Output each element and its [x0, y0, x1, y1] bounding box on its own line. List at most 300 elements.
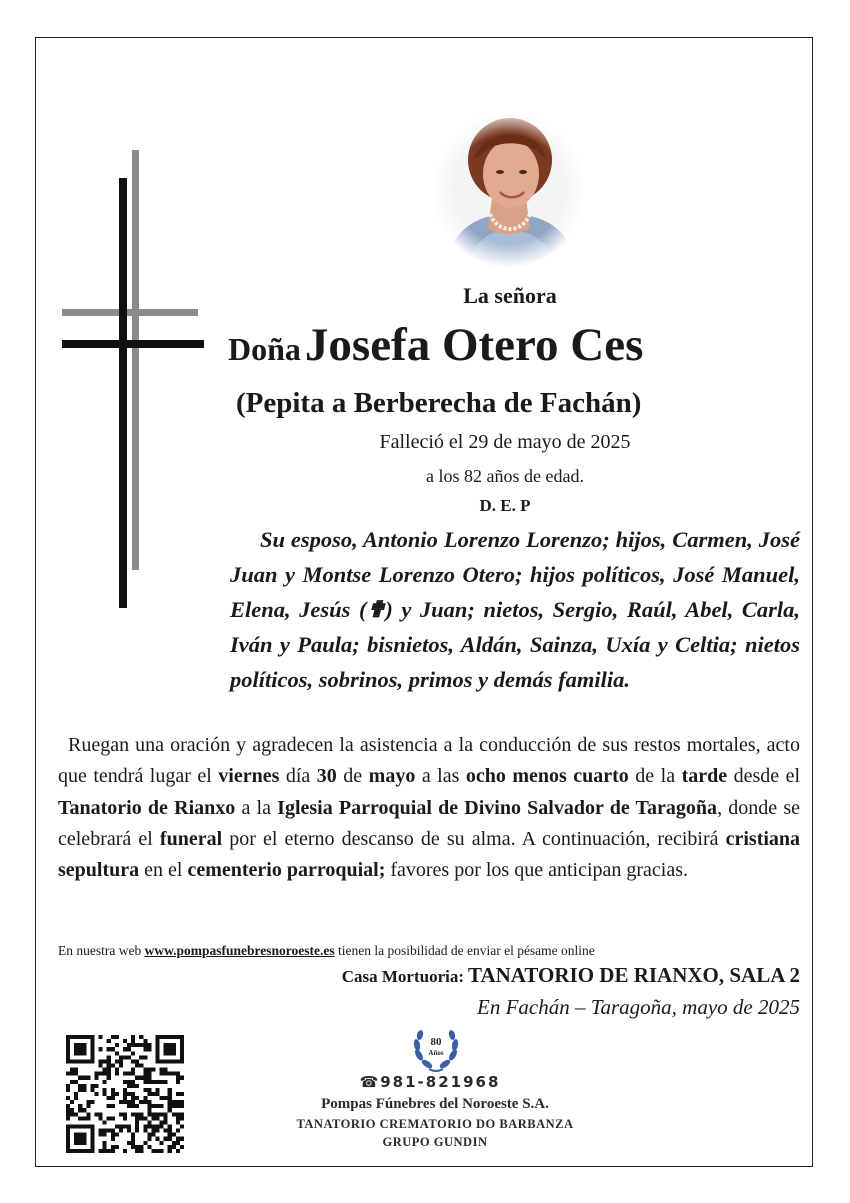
- qr-module: [147, 1068, 151, 1072]
- qr-module: [168, 1092, 172, 1096]
- qr-module: [180, 1076, 184, 1080]
- qr-module: [107, 1047, 111, 1051]
- qr-module: [135, 1112, 139, 1116]
- qr-module: [147, 1120, 151, 1124]
- qr-module: [103, 1088, 107, 1092]
- qr-module: [103, 1072, 107, 1076]
- qr-module: [66, 1059, 70, 1063]
- qr-module: [135, 1084, 139, 1088]
- qr-module: [147, 1112, 151, 1116]
- qr-module: [135, 1145, 139, 1149]
- qr-module: [119, 1100, 123, 1104]
- qr-module: [143, 1100, 147, 1104]
- full-name: Josefa Otero Ces: [304, 319, 644, 371]
- qr-module: [172, 1043, 176, 1047]
- qr-module: [74, 1149, 78, 1153]
- qr-module: [168, 1043, 172, 1047]
- qr-module: [156, 1043, 160, 1047]
- qr-module: [99, 1116, 103, 1120]
- qr-module: [103, 1092, 107, 1096]
- qr-module: [131, 1051, 135, 1055]
- qr-module: [176, 1076, 180, 1080]
- qr-module: [135, 1149, 139, 1153]
- qr-module: [139, 1112, 143, 1116]
- qr-module: [180, 1100, 184, 1104]
- qr-module: [135, 1043, 139, 1047]
- qr-module: [176, 1100, 180, 1104]
- qr-module: [66, 1108, 70, 1112]
- qr-module: [131, 1043, 135, 1047]
- qr-module: [103, 1120, 107, 1124]
- qr-module: [90, 1043, 94, 1047]
- qr-module: [123, 1096, 127, 1100]
- qr-module: [70, 1112, 74, 1116]
- qr-module: [86, 1076, 90, 1080]
- qr-module: [151, 1112, 155, 1116]
- qr-module: [127, 1084, 131, 1088]
- qr-module: [99, 1047, 103, 1051]
- qr-module: [86, 1100, 90, 1104]
- website-link[interactable]: www.pompasfunebresnoroeste.es: [144, 943, 335, 958]
- age-line: a los 82 años de edad.: [426, 466, 584, 486]
- qr-module: [74, 1072, 78, 1076]
- qr-module: [131, 1141, 135, 1145]
- tanatorio-name: TANATORIO CREMATORIO DO BARBANZA: [296, 1117, 574, 1131]
- badge-text: Años: [428, 1049, 444, 1057]
- qr-module: [107, 1059, 111, 1063]
- qr-module: [66, 1084, 70, 1088]
- qr-module: [156, 1149, 160, 1153]
- qr-module: [172, 1047, 176, 1051]
- qr-module: [156, 1035, 160, 1039]
- qr-module: [70, 1035, 74, 1039]
- qr-module: [90, 1051, 94, 1055]
- qr-module: [180, 1055, 184, 1059]
- ceremony-text: de: [343, 765, 363, 788]
- qr-module: [127, 1100, 131, 1104]
- qr-module: [176, 1149, 180, 1153]
- qr-module: [147, 1104, 151, 1108]
- qr-module: [74, 1059, 78, 1063]
- qr-module: [143, 1068, 147, 1072]
- badge-number: 80: [430, 1036, 442, 1048]
- qr-module: [156, 1055, 160, 1059]
- qr-module: [94, 1072, 98, 1076]
- qr-module: [66, 1145, 70, 1149]
- qr-module: [160, 1141, 164, 1145]
- qr-module: [78, 1059, 82, 1063]
- qr-module: [139, 1076, 143, 1080]
- qr-module: [66, 1137, 70, 1141]
- qr-module: [103, 1141, 107, 1145]
- qr-module: [66, 1133, 70, 1137]
- qr-module: [74, 1133, 78, 1137]
- qr-module: [172, 1059, 176, 1063]
- qr-module: [131, 1068, 135, 1072]
- qr-module: [123, 1072, 127, 1076]
- deceased-name: [228, 318, 788, 372]
- ceremony-text: , donde se celebrará el: [58, 796, 801, 850]
- qr-module: [82, 1084, 86, 1088]
- qr-module: [168, 1051, 172, 1055]
- ceremony-paragraph: [58, 730, 800, 886]
- qr-module: [176, 1080, 180, 1084]
- qr-module: [66, 1051, 70, 1055]
- qr-module: [107, 1129, 111, 1133]
- qr-module: [78, 1116, 82, 1120]
- qr-module: [160, 1149, 164, 1153]
- qr-module: [143, 1080, 147, 1084]
- qr-module: [172, 1141, 176, 1145]
- qr-module: [164, 1120, 168, 1124]
- qr-module: [160, 1112, 164, 1116]
- qr-module: [66, 1039, 70, 1043]
- ceremony-funeral: funeral: [159, 827, 223, 850]
- qr-module: [147, 1080, 151, 1084]
- qr-module: [131, 1145, 135, 1149]
- qr-module: [131, 1112, 135, 1116]
- qr-module: [115, 1059, 119, 1063]
- qr-module: [180, 1125, 184, 1129]
- qr-module: [180, 1145, 184, 1149]
- qr-module: [107, 1096, 111, 1100]
- qr-module: [94, 1084, 98, 1088]
- dep-text: D. E. P: [479, 496, 531, 515]
- qr-module: [151, 1149, 155, 1153]
- ceremony-text: a la: [241, 796, 271, 819]
- qr-module: [176, 1072, 180, 1076]
- qr-module: [172, 1145, 176, 1149]
- qr-module: [168, 1129, 172, 1133]
- qr-module: [151, 1133, 155, 1137]
- qr-module: [66, 1129, 70, 1133]
- qr-module: [66, 1112, 70, 1116]
- qr-module: [168, 1100, 172, 1104]
- qr-module: [176, 1112, 180, 1116]
- qr-module: [168, 1088, 172, 1092]
- qr-module: [66, 1043, 70, 1047]
- qr-module: [86, 1112, 90, 1116]
- qr-module: [115, 1133, 119, 1137]
- ceremony-cemetery: cementerio parroquial;: [187, 859, 386, 882]
- qr-module: [78, 1035, 82, 1039]
- ceremony-day: viernes: [218, 765, 280, 788]
- qr-module: [111, 1096, 115, 1100]
- qr-module: [66, 1125, 70, 1129]
- qr-module: [78, 1133, 82, 1137]
- qr-module: [143, 1043, 147, 1047]
- qr-module: [115, 1068, 119, 1072]
- qr-module: [180, 1047, 184, 1051]
- qr-module: [168, 1108, 172, 1112]
- qr-module: [74, 1047, 78, 1051]
- qr-module: [131, 1035, 135, 1039]
- qr-module: [82, 1149, 86, 1153]
- qr-module: [135, 1116, 139, 1120]
- qr-module: [176, 1059, 180, 1063]
- ceremony-text: día: [285, 765, 311, 788]
- qr-module: [107, 1076, 111, 1080]
- qr-module: [123, 1088, 127, 1092]
- qr-module: [119, 1125, 123, 1129]
- qr-module: [131, 1092, 135, 1096]
- qr-module: [82, 1137, 86, 1141]
- qr-module: [111, 1047, 115, 1051]
- qr-module: [123, 1100, 127, 1104]
- ceremony-origin: Tanatorio de Rianxo: [58, 796, 236, 819]
- cross-grey-horizontal: [62, 309, 198, 316]
- web-suffix: tienen la posibilidad de enviar el pésame online: [338, 943, 595, 958]
- qr-module: [164, 1059, 168, 1063]
- qr-module: [180, 1039, 184, 1043]
- qr-module: [180, 1043, 184, 1047]
- qr-module: [135, 1120, 139, 1124]
- qr-module: [156, 1088, 160, 1092]
- qr-module: [160, 1125, 164, 1129]
- qr-module: [147, 1145, 151, 1149]
- qr-module: [82, 1043, 86, 1047]
- qr-module: [143, 1129, 147, 1133]
- qr-module: [70, 1149, 74, 1153]
- qr-module: [180, 1059, 184, 1063]
- qr-module: [66, 1035, 70, 1039]
- qr-module: [119, 1112, 123, 1116]
- qr-module: [74, 1035, 78, 1039]
- qr-module: [127, 1129, 131, 1133]
- qr-module: [107, 1104, 111, 1108]
- qr-module: [70, 1100, 74, 1104]
- qr-module: [78, 1051, 82, 1055]
- qr-module: [131, 1100, 135, 1104]
- ceremony-text: de la: [635, 765, 676, 788]
- qr-module: [78, 1076, 82, 1080]
- qr-module: [176, 1141, 180, 1145]
- qr-module: [99, 1129, 103, 1133]
- qr-module: [135, 1129, 139, 1133]
- qr-module: [168, 1133, 172, 1137]
- qr-module: [139, 1043, 143, 1047]
- qr-module: [70, 1072, 74, 1076]
- qr-module: [139, 1145, 143, 1149]
- phone-text: 981-821968: [380, 1073, 501, 1091]
- qr-module: [160, 1104, 164, 1108]
- qr-module: [164, 1035, 168, 1039]
- qr-module: [135, 1076, 139, 1080]
- qr-module: [164, 1096, 168, 1100]
- qr-module: [111, 1137, 115, 1141]
- qr-module: [90, 1129, 94, 1133]
- qr-module: [180, 1112, 184, 1116]
- qr-module: [86, 1104, 90, 1108]
- qr-module: [164, 1072, 168, 1076]
- qr-module: [156, 1047, 160, 1051]
- qr-module: [86, 1125, 90, 1129]
- qr-module: [147, 1133, 151, 1137]
- qr-module: [131, 1080, 135, 1084]
- qr-module: [164, 1116, 168, 1120]
- qr-module: [111, 1063, 115, 1067]
- qr-module: [90, 1149, 94, 1153]
- qr-module: [135, 1104, 139, 1108]
- qr-module: [168, 1096, 172, 1100]
- nickname: (Pepita a Berberecha de Fachán): [236, 387, 642, 419]
- qr-module: [164, 1137, 168, 1141]
- qr-module: [123, 1047, 127, 1051]
- qr-module: [82, 1051, 86, 1055]
- qr-module: [172, 1100, 176, 1104]
- qr-module: [131, 1096, 135, 1100]
- qr-module: [156, 1112, 160, 1116]
- title-prefix: Doña: [228, 331, 301, 367]
- qr-module: [180, 1035, 184, 1039]
- qr-module: [131, 1084, 135, 1088]
- qr-module: [123, 1039, 127, 1043]
- qr-module: [127, 1043, 131, 1047]
- qr-module: [123, 1055, 127, 1059]
- qr-module: [107, 1116, 111, 1120]
- qr-module: [131, 1039, 135, 1043]
- qr-module: [111, 1035, 115, 1039]
- qr-module: [107, 1039, 111, 1043]
- qr-module: [123, 1112, 127, 1116]
- intro-text: La señora: [463, 283, 557, 308]
- qr-module: [147, 1088, 151, 1092]
- qr-module: [139, 1055, 143, 1059]
- ceremony-text: a las: [421, 765, 460, 788]
- qr-module: [168, 1104, 172, 1108]
- qr-module: [78, 1125, 82, 1129]
- qr-module: [94, 1112, 98, 1116]
- qr-module: [168, 1035, 172, 1039]
- qr-module: [164, 1080, 168, 1084]
- qr-module: [160, 1068, 164, 1072]
- qr-module: [99, 1063, 103, 1067]
- qr-module: [127, 1080, 131, 1084]
- ceremony-period: tarde: [681, 765, 728, 788]
- qr-module: [176, 1129, 180, 1133]
- web-prefix: En nuestra web: [58, 943, 142, 958]
- qr-module: [78, 1141, 82, 1145]
- qr-module: [90, 1137, 94, 1141]
- qr-module: [135, 1096, 139, 1100]
- qr-code[interactable]: [66, 1035, 184, 1153]
- death-date-line: Falleció el 29 de mayo de 2025: [379, 431, 631, 453]
- qr-module: [127, 1141, 131, 1145]
- qr-module: [70, 1080, 74, 1084]
- qr-module: [103, 1149, 107, 1153]
- ceremony-month: mayo: [368, 765, 416, 788]
- qr-module: [143, 1072, 147, 1076]
- qr-module: [99, 1112, 103, 1116]
- qr-module: [147, 1092, 151, 1096]
- qr-module: [103, 1059, 107, 1063]
- qr-module: [66, 1055, 70, 1059]
- qr-module: [90, 1035, 94, 1039]
- qr-module: [78, 1137, 82, 1141]
- qr-module: [143, 1055, 147, 1059]
- web-note: [58, 943, 800, 959]
- qr-module: [147, 1108, 151, 1112]
- qr-module: [168, 1145, 172, 1149]
- qr-module: [82, 1076, 86, 1080]
- qr-module: [74, 1043, 78, 1047]
- qr-module: [168, 1137, 172, 1141]
- qr-module: [94, 1076, 98, 1080]
- qr-module: [123, 1125, 127, 1129]
- qr-module: [176, 1104, 180, 1108]
- qr-module: [90, 1039, 94, 1043]
- qr-module: [99, 1035, 103, 1039]
- qr-module: [180, 1051, 184, 1055]
- qr-module: [90, 1145, 94, 1149]
- company-name: Pompas Fúnebres del Noroeste S.A.: [321, 1096, 549, 1112]
- qr-module: [119, 1055, 123, 1059]
- qr-module: [127, 1055, 131, 1059]
- qr-module: [82, 1035, 86, 1039]
- qr-module: [160, 1059, 164, 1063]
- qr-module: [90, 1047, 94, 1051]
- qr-module: [123, 1092, 127, 1096]
- qr-module: [78, 1149, 82, 1153]
- qr-module: [176, 1120, 180, 1124]
- qr-module: [143, 1141, 147, 1145]
- qr-module: [131, 1072, 135, 1076]
- qr-module: [156, 1129, 160, 1133]
- qr-module: [66, 1116, 70, 1120]
- qr-module: [180, 1137, 184, 1141]
- qr-module: [107, 1055, 111, 1059]
- qr-module: [135, 1063, 139, 1067]
- qr-module: [131, 1059, 135, 1063]
- qr-module: [74, 1125, 78, 1129]
- qr-module: [143, 1076, 147, 1080]
- qr-module: [86, 1035, 90, 1039]
- qr-module: [103, 1133, 107, 1137]
- qr-module: [111, 1092, 115, 1096]
- qr-module: [168, 1072, 172, 1076]
- qr-module: [66, 1088, 70, 1092]
- qr-module: [90, 1133, 94, 1137]
- qr-module: [156, 1116, 160, 1120]
- qr-module: [107, 1068, 111, 1072]
- qr-module: [172, 1112, 176, 1116]
- qr-module: [119, 1129, 123, 1133]
- qr-module: [66, 1096, 70, 1100]
- qr-module: [66, 1047, 70, 1051]
- qr-module: [70, 1059, 74, 1063]
- qr-module: [123, 1149, 127, 1153]
- qr-module: [99, 1059, 103, 1063]
- qr-module: [160, 1035, 164, 1039]
- qr-module: [160, 1120, 164, 1124]
- ceremony-church: Iglesia Parroquial de Divino Salvador de Taragoña: [277, 796, 718, 819]
- qr-module: [127, 1047, 131, 1051]
- qr-module: [127, 1104, 131, 1108]
- qr-module: [131, 1133, 135, 1137]
- qr-module: [168, 1047, 172, 1051]
- qr-module: [172, 1035, 176, 1039]
- qr-module: [147, 1100, 151, 1104]
- casa-label: Casa Mortuoria:: [341, 967, 465, 986]
- qr-module: [103, 1068, 107, 1072]
- qr-module: [176, 1137, 180, 1141]
- qr-module: [99, 1072, 103, 1076]
- qr-module: [86, 1149, 90, 1153]
- qr-module: [90, 1141, 94, 1145]
- qr-module: [90, 1055, 94, 1059]
- qr-module: [90, 1125, 94, 1129]
- qr-module: [143, 1096, 147, 1100]
